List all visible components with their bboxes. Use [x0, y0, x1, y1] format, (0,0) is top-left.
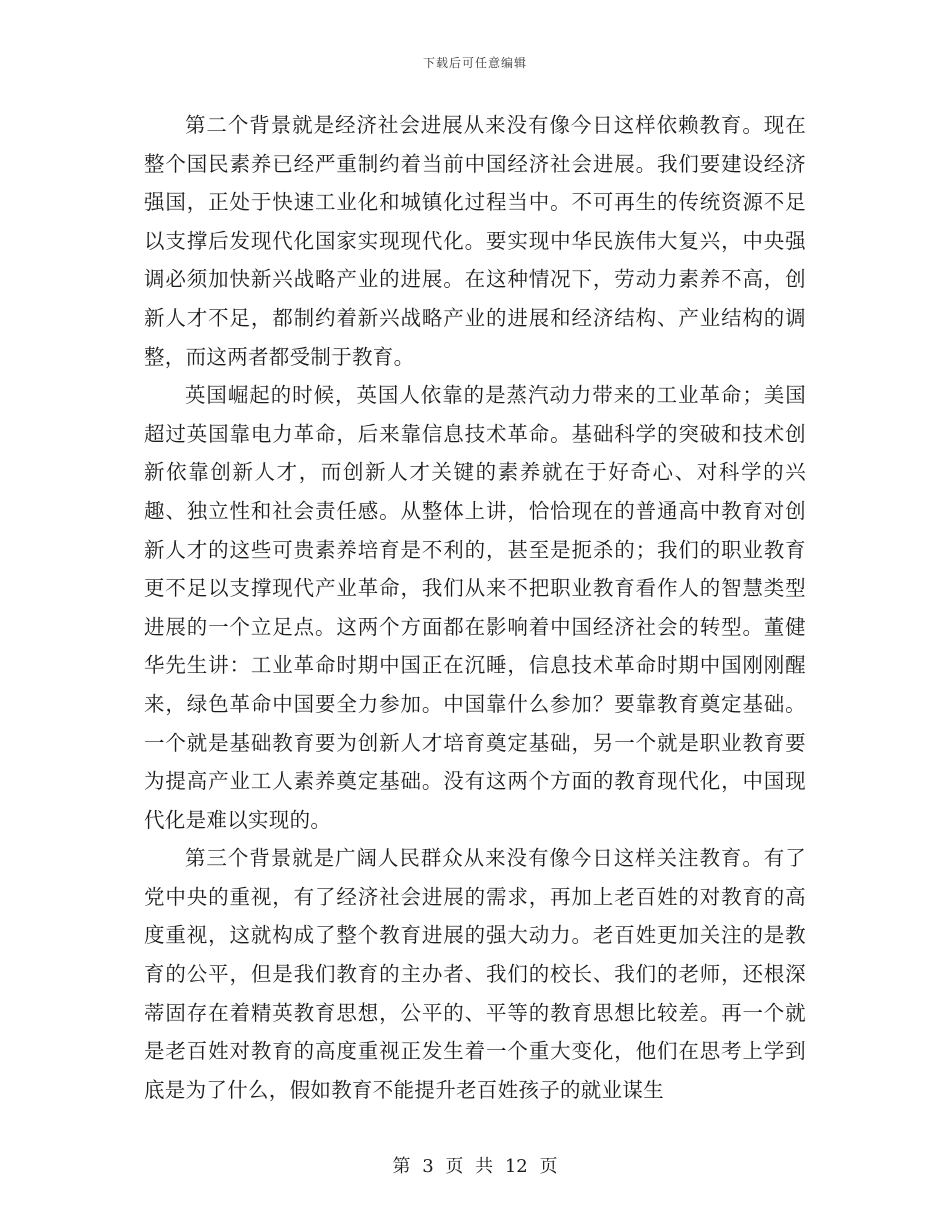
paragraph: 第二个背景就是经济社会进展从来没有像今日这样依赖教育。现在整个国民素养已经严重制约着当前中国经济社会进展。我们要建设经济强国，正处于快速工业化和城镇化过程当中。不可再生的传统资源不足以支撑后发现代化国家实现现代化。要实现中华民族伟大复兴，中央强调必须加快新兴战略产业的进展。在这种情况下，劳动力素养不高，创新人才不足，都制约着新兴战略产业的进展和经济结构、产业结构的调整，而这两者都受制于教育。 — [144, 113, 806, 369]
paragraph: 英国崛起的时候，英国人依靠的是蒸汽动力带来的工业革命；美国超过英国靠电力革命，后来靠信息技术革命。基础科学的突破和技术创新依靠创新人才，而创新人才关键的素养就在于好奇心、对科学的兴趣、独立性和社会责任感。从整体上讲，恰恰现在的普通高中教育对创新人才的这些可贵素养培育是不利的，甚至是扼杀的；我们的职业教育更不足以支撑现代产业革命，我们从来不把职业教育看作人的智慧类型进展的一个立足点。这两个方面都在影响着中国经济社会的转型。董健华先生讲：工业革命时期中国正在沉睡，信息技术革命时期中国刚刚醒来，绿色革命中国要全力参加。中国靠什么参加？要靠教育奠定基础。一个就是基础教育要为创新人才培育奠定基础，另一个就是职业教育要为提高产业工人素养奠定基础。没有这两个方面的教育现代化，中国现代化是难以实现的。 — [144, 383, 806, 832]
page-header: 下载后可任意编辑 — [422, 56, 527, 70]
document-body — [144, 106, 806, 1109]
paragraph: 第三个背景就是广阔人民群众从来没有像今日这样关注教育。有了党中央的重视，有了经济社会进展的需求，再加上老百姓的对教育的高度重视，这就构成了整个教育进展的强大动力。老百姓更加关注的是教育的公平，但是我们教育的主办者、我们的校长、我们的老师，还根深蒂固存在着精英教育思想，公平的、平等的教育思想比较差。再一个就是老百姓对教育的高度重视正发生着一个重大变化，他们在思考上学到底是为了什么，假如教育不能提升老百姓孩子的就业谋生 — [144, 846, 806, 1102]
page-footer: 第 3 页 共 12 页 — [392, 1156, 558, 1177]
